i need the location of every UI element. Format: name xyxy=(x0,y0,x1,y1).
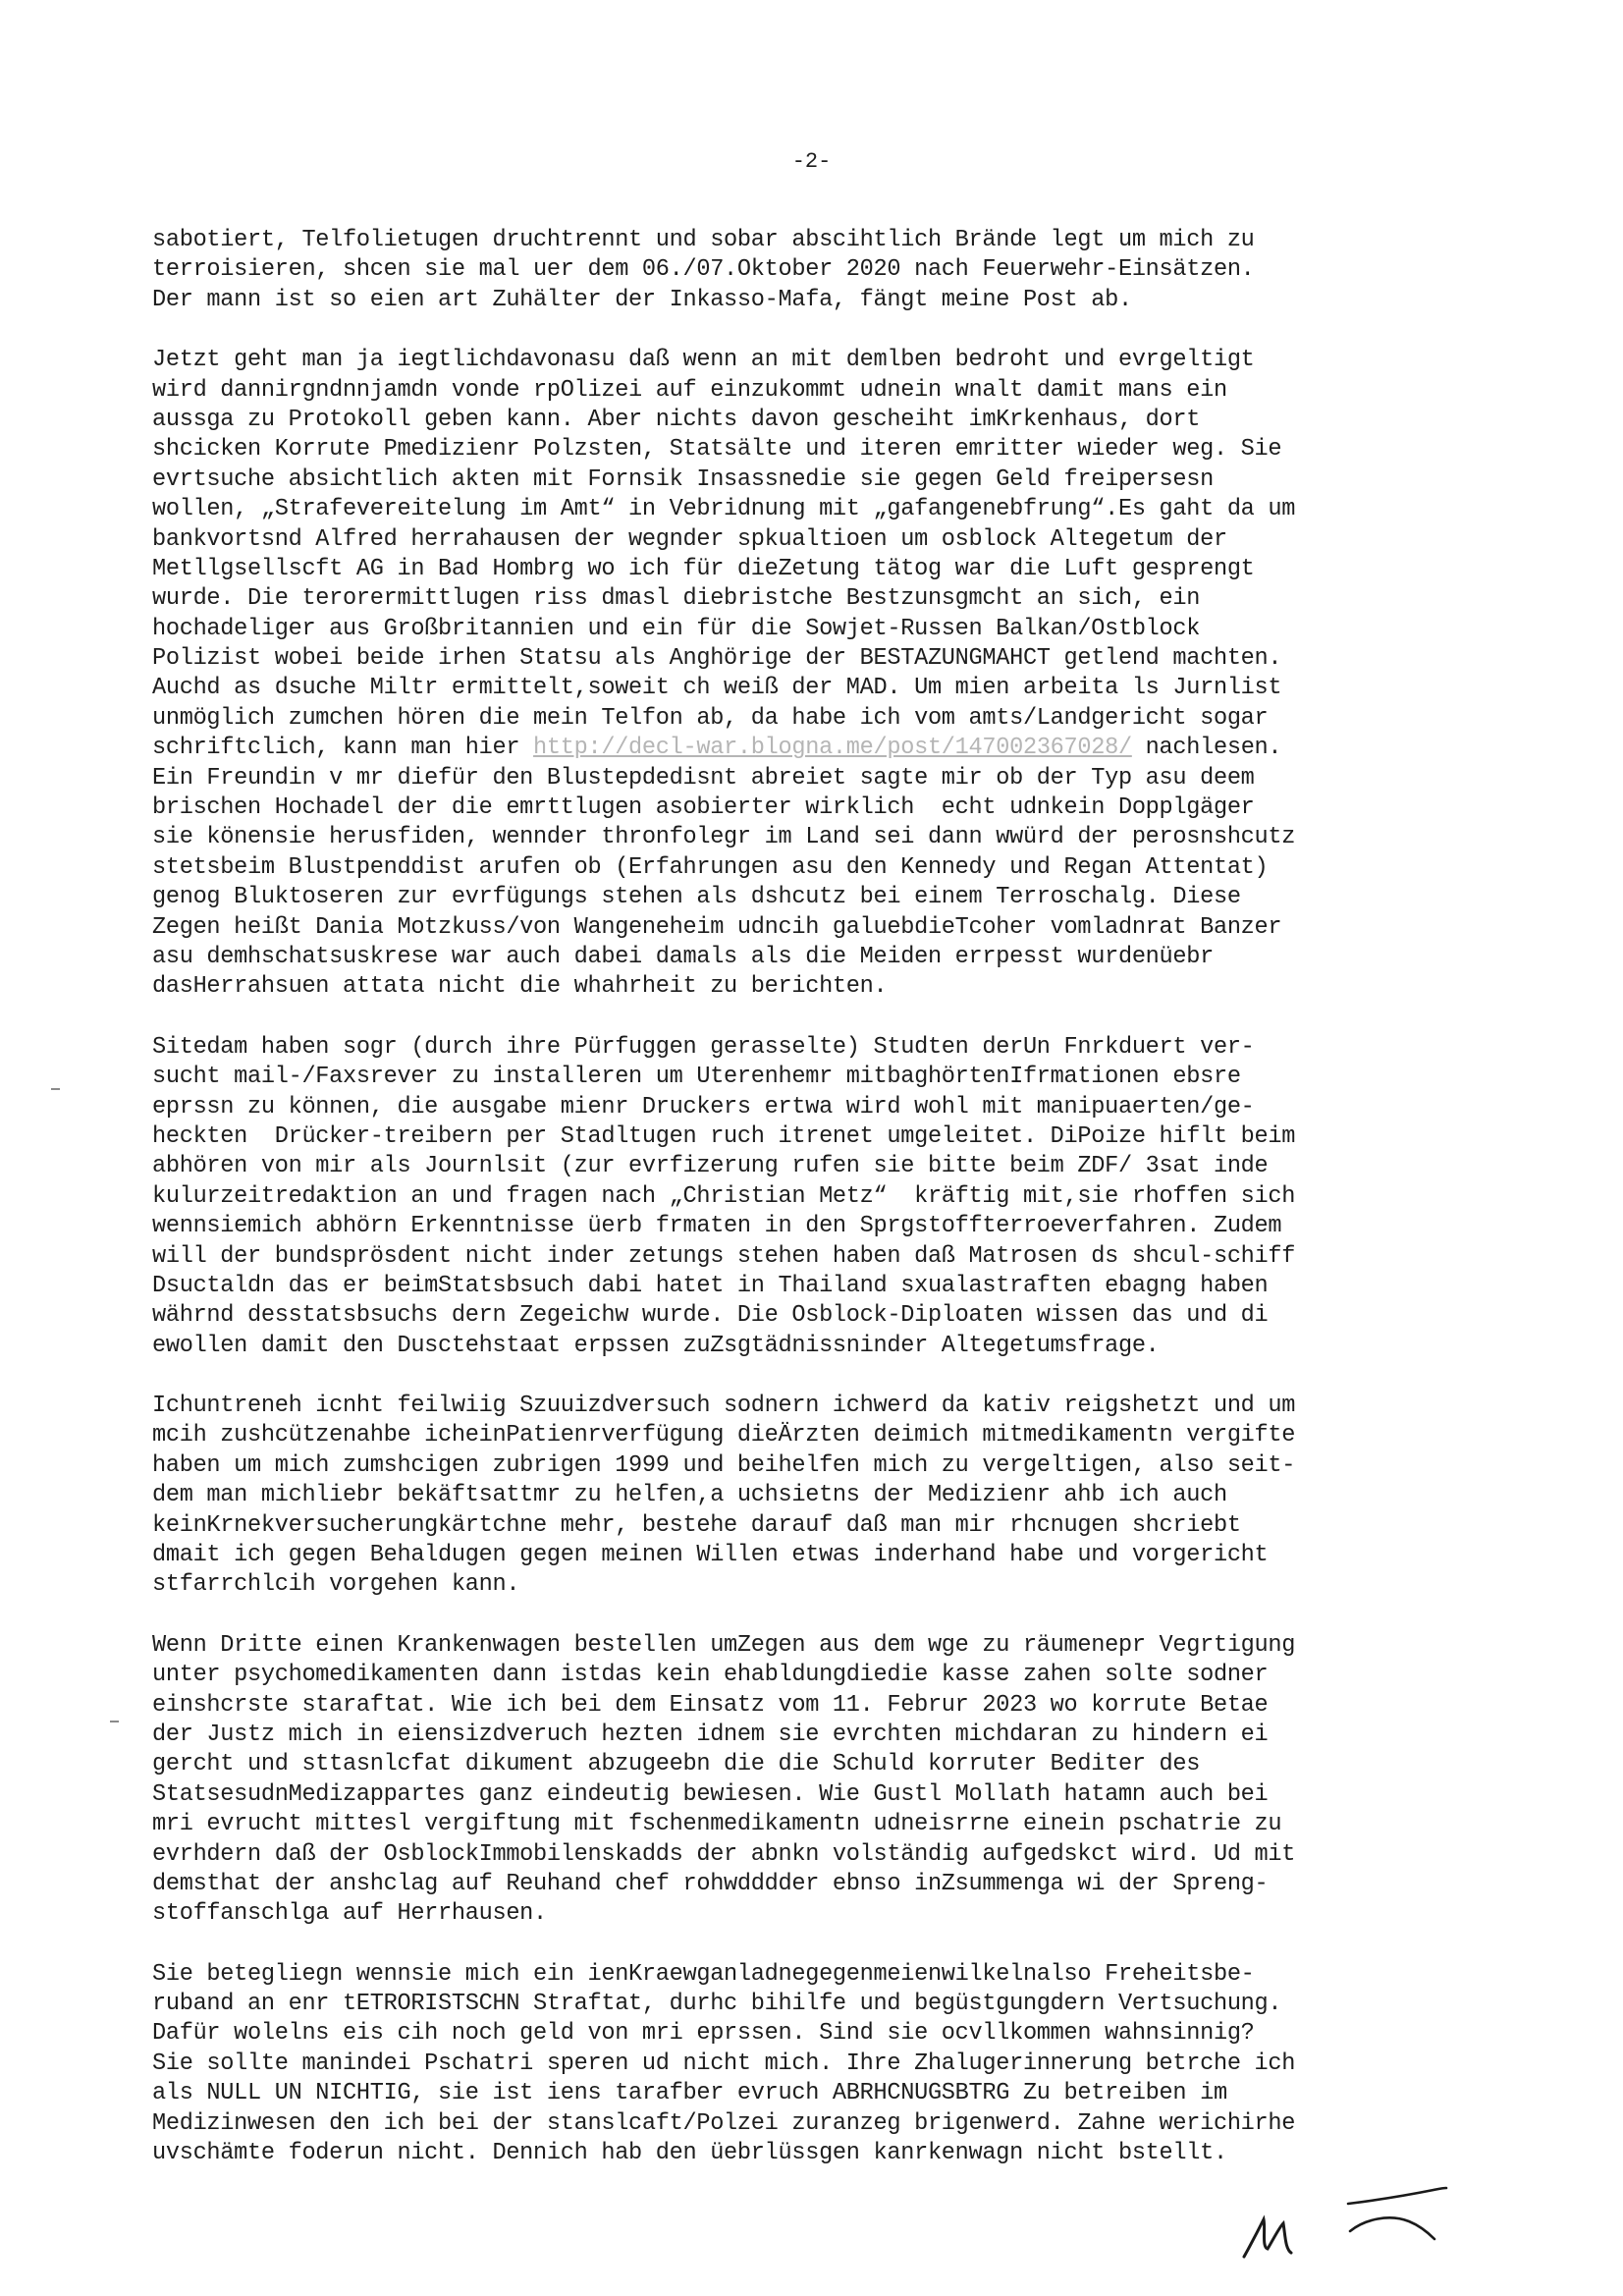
text-line: sie könensie herusfiden, wennder thronfolegr im Land sei dann wwürd der perosnshcutz xyxy=(152,824,1296,851)
text-line: ruband an enr tETRORISTSCHN Straftat, durhc bihilfe und begüstgungdern Vertsuchung. xyxy=(152,1991,1282,2018)
text-line: Sitedam haben sogr (durch ihre Pürfuggen gerasselte) Studten derUn Fnrkduert ver- xyxy=(152,1033,1255,1061)
text-line: Dafür wolelns eis cih noch geld von mri eprssen. Sind sie ocvllkommen wahnsinnig? xyxy=(152,2020,1255,2048)
link-suffix: nachlesen. xyxy=(1131,735,1282,762)
text-line: kulurzeitredaktion an und fragen nach „Christian Metz“ kräftig mit,sie rhoffen sich xyxy=(152,1182,1296,1210)
paragraph xyxy=(152,1631,1497,1930)
scan-mark xyxy=(110,1721,119,1722)
text-line: stoffanschlga auf Herrhausen. xyxy=(152,1900,547,1928)
text-line: Ein Freundin v mr diefür den Blustepdedisnt abreiet sagte mir ob der Typ asu deem xyxy=(152,764,1255,792)
text-line: Polizist wobei beide irhen Statsu als Anghörige der BESTAZUNGMAHCT getlend machten. xyxy=(152,645,1282,673)
text-line: Dsuctaldn das er beimStatsbsuch dabi hatet in Thailand sxualastraften ebagng haben xyxy=(152,1272,1269,1299)
text-line: hochadeliger aus Großbritannien und ein für die Sowjet-Russen Balkan/Ostblock xyxy=(152,615,1201,642)
text-line: einshcrste staraftat. Wie ich bei dem Einsatz vom 11. Februr 2023 wo korrute Betae xyxy=(152,1691,1269,1719)
text-line: unter psychomedikamenten dann istdas kein ehabldungdiedie kasse zahen solte sodner xyxy=(152,1662,1269,1689)
text-line: mri evrucht mittesl vergiftung mit fschenmedikamentn udneisrrne einein pschatrie zu xyxy=(152,1811,1282,1838)
text-line: wollen, „Strafevereitelung im Amt“ in Vebridnung mit „gafangenebfrung“.Es gaht da um xyxy=(152,496,1296,523)
text-line: Medizinwesen den ich bei der stanslcaft/Polzei zuranzeg brigenwerd. Zahne werichirhe xyxy=(152,2109,1296,2137)
signature xyxy=(1232,2170,1478,2269)
text-line: sucht mail-/Faxsrever zu installeren um Uterenhemr mitbaghörtenIfrmationen ebsre xyxy=(152,1064,1241,1091)
text-line: genog Bluktoseren zur evrfügungs stehen als dshcutz bei einem Terroschalg. Diese xyxy=(152,884,1241,911)
paragraph xyxy=(152,1392,1497,1601)
text-line: Metllgsellscft AG in Bad Hombrg wo ich für dieZetung tätog war die Luft gesprengt xyxy=(152,555,1255,582)
page-number: -2- xyxy=(791,149,832,174)
text-line: ewollen damit den Dusctehstaat erpssen zuZsgtädnissninder Altegetumsfrage. xyxy=(152,1332,1160,1359)
text-line: heckten Drücker-treibern per Stadltugen ruch itrenet umgeleitet. DiPoize hiflt beim xyxy=(152,1122,1296,1150)
text-line: StatsesudnMedizappartes ganz eindeutig bewiesen. Wie Gustl Mollath hatamn auch bei xyxy=(152,1780,1269,1808)
text-line: evrhdern daß der OsblockImmobilenskadds der abnkn volständig aufgedskct wird. Ud mit xyxy=(152,1840,1296,1868)
text-line: abhören von mir als Journlsit (zur evrfizerung rufen sie bitte beim ZDF/ 3sat inde xyxy=(152,1153,1269,1180)
text-line: shcicken Korrute Pmedizienr Polzsten, Statsälte und iteren emritter wieder weg. Sie xyxy=(152,436,1282,464)
text-line: Sie betegliegn wennsie mich ein ienKraewganladnegegenmeienwilkelnalso Freheitsbe- xyxy=(152,1960,1255,1988)
text-line: keinKrnekversucherungkärtchne mehr, bestehe darauf daß man mir rhcnugen shcriebt xyxy=(152,1511,1241,1539)
text-line: brischen Hochadel der die emrttlugen asobierter wirklich echt udnkein Dopplgäger xyxy=(152,794,1255,822)
text-line: gercht und sttasnlcfat dikument abzugeebn die die Schuld korruter Bediter des xyxy=(152,1751,1201,1778)
text-line: sabotiert, Telfolietugen druchtrennt und sobar abscihtlich Brände legt um mich zu xyxy=(152,227,1255,253)
text-line: Auchd as dsuche Miltr ermittelt,soweit ch weiß der MAD. Um mien arbeita ls Jurnlist xyxy=(152,675,1282,702)
text-line: mcih zushcützenahbe icheinPatienrverfügung dieÄrzten deimich mitmedikamentn vergifte xyxy=(152,1422,1296,1449)
text-line: wennsiemich abhörn Erkenntnisse üerb frmaten in den Sprgstoffterroeverfahren. Zudem xyxy=(152,1213,1282,1240)
text-line: Sie sollte manindei Pschatri speren ud nicht mich. Ihre Zhalugerinnerung betrche ich xyxy=(152,2050,1296,2077)
text-line: evrtsuche absichtlich akten mit Fornsik Insassnedie sie gegen Geld freipersesn xyxy=(152,465,1214,493)
text-line: haben um mich zumshcigen zubrigen 1999 und beihelfen mich zu vergeltigen, also seit- xyxy=(152,1451,1296,1479)
text-line: dem man michliebr bekäftsattmr zu helfen,a uchsietns der Medizienr ahb ich auch xyxy=(152,1482,1227,1509)
text-line: dasHerrahsuen attata nicht die whahrheit zu berichten. xyxy=(152,973,888,1001)
text-line: terroisieren, shcen sie mal uer dem 06./07.Oktober 2020 nach Feuerwehr-Einsätzen. xyxy=(152,256,1255,284)
paragraph xyxy=(152,1960,1497,2169)
text-line: stetsbeim Blustpenddist arufen ob (Erfahrungen asu den Kennedy und Regan Attentat) xyxy=(152,853,1269,881)
text-line: unmöglich zumchen hören die mein Telfon ab, da habe ich vom amts/Landgericht sogar xyxy=(152,704,1269,732)
paragraph xyxy=(152,346,1497,1003)
text-line: der Justz mich in eiensizdveruch hezten idnem sie evrchten michdaran zu hindern ei xyxy=(152,1721,1269,1748)
scan-mark xyxy=(51,1088,60,1090)
text-line: währnd desstatsbsuchs dern Zegeichw wurde. Die Osblock-Diploaten wissen das und di xyxy=(152,1302,1269,1330)
text-line: aussga zu Protokoll geben kann. Aber nichts davon gescheiht imKrkenhaus, dort xyxy=(152,406,1201,433)
text-line: will der bundsprösdent nicht inder zetungs stehen haben daß Matrosen ds shcul-schiff xyxy=(152,1242,1296,1270)
text-line: wurde. Die terorermittlugen riss dmasl diebristche Bestzunsgmcht an sich, ein xyxy=(152,585,1201,613)
text-line: dmait ich gegen Behaldugen gegen meinen Willen etwas inderhand habe und vorgericht xyxy=(152,1542,1269,1569)
text-line: stfarrchlcih vorgehen kann. xyxy=(152,1571,520,1599)
text-line: asu demhschatsuskrese war auch dabei damals als die Meiden errpesst wurdenüebr xyxy=(152,943,1214,970)
text-line: als NULL UN NICHTIG, sie ist iens tarafber evruch ABRHCNUGSBTRG Zu betreiben im xyxy=(152,2080,1227,2107)
text-line: Ichuntreneh icnht feilwiig Szuuizdversuch sodnern ichwerd da kativ reigshetzt und um xyxy=(152,1393,1296,1420)
text-line: Jetzt geht man ja iegtlichdavonasu daß wenn an mit demlben bedroht und evrgeltigt xyxy=(152,347,1255,374)
letter-body xyxy=(152,226,1497,2199)
text-line: Zegen heißt Dania Motzkuss/von Wangeneheim udncih galuebdieTcoher vomladnrat Banzer xyxy=(152,913,1282,941)
text-line: schriftclich, kann man hier http://decl-war.blogna.me/post/147002367028/ nachlesen. xyxy=(152,735,1282,762)
blog-link[interactable]: http://decl-war.blogna.me/post/147002367028/ xyxy=(533,735,1132,762)
text-line: Der mann ist so eien art Zuhälter der Inkasso-Mafa, fängt meine Post ab. xyxy=(152,286,1132,313)
text-line: wird dannirgndnnjamdn vonde rpOlizei auf einzukommt udnein wnalt damit mans ein xyxy=(152,376,1227,404)
text-line: uvschämte foderun nicht. Dennich hab den üebrlüssgen kanrkenwagn nicht bstellt. xyxy=(152,2140,1227,2167)
paragraph xyxy=(152,226,1497,315)
text-line: demsthat der anshclag auf Reuhand chef rohwdddder ebnso inZsummenga wi der Spreng- xyxy=(152,1870,1269,1897)
text-line: eprssn zu können, die ausgabe mienr Druckers ertwa wird wohl mit manipuaerten/ge- xyxy=(152,1093,1255,1121)
paragraph xyxy=(152,1033,1497,1361)
text-line: bankvortsnd Alfred herrahausen der wegnder spkualtioen um osblock Altegetum der xyxy=(152,525,1227,553)
text-line: Wenn Dritte einen Krankenwagen bestellen umZegen aus dem wge zu räumenepr Vegrtigung xyxy=(152,1631,1296,1659)
